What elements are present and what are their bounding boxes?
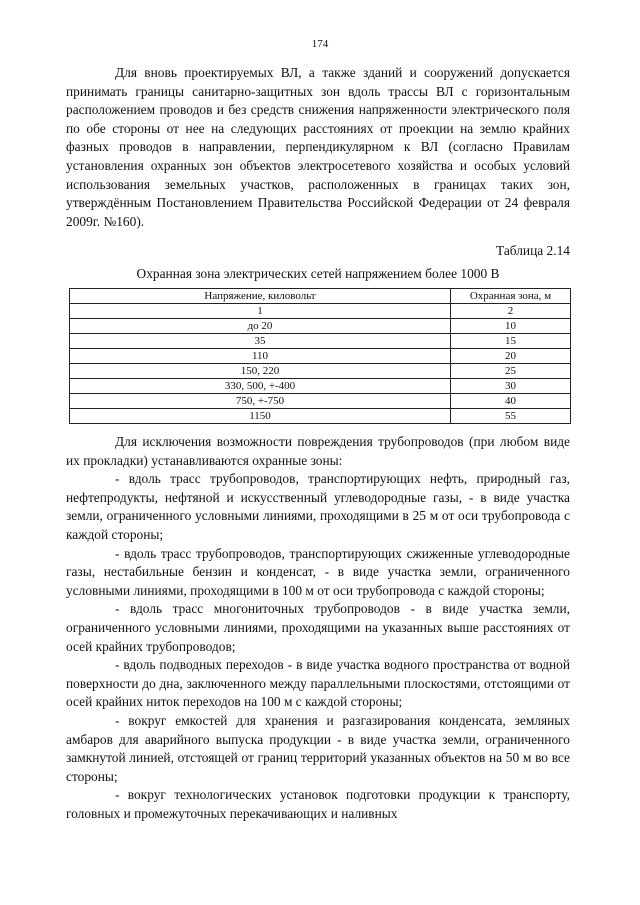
intro-paragraph: Для вновь проектируемых ВЛ, а также зданий и сооружений допускается принимать границы санитарно-защитных зон вдоль трассы ВЛ с горизонтальным расположением проводов и без средств снижения напряженности электрического поля по обе стороны от нее на следующих расстояниях от проекции на землю крайних фазных проводов в направлении, перпендикулярном к ВЛ (согласно Правилам установления охранных зон объектов электросетевого хозяйства и особых условий использования земельных участков, расположенных в границах таких зон, утверждённым Постановлением Правительства Российской Федерации от 24 февраля 2009г. №160).	[66, 65, 570, 229]
table-row	[70, 394, 571, 409]
body-section	[66, 433, 570, 823]
paragraph-multi-line-pipelines: - вдоль трасс многониточных трубопроводов - в виде участка земли, ограниченного условными линиями, проходящими на указанных выше расстояниях от осей крайних трубопроводов;	[66, 601, 570, 654]
paragraph-liquefied-gas-pipelines: - вдоль трасс трубопроводов, транспортирующих сжиженные углеводородные газы, нестабильные бензин и конденсат, - в виде участка земли, ограниченного условными линиями, проходящими в 100 м от оси трубопровода с каждой стороны;	[66, 545, 570, 598]
paragraph-storage-tanks: - вокруг емкостей для хранения и разгазирования конденсата, земляных амбаров для аварийного выпуска продукции - в виде участка земли, ограниченного замкнутой линией, отстоящей от границ территорий указанных объектов на 50 м во все стороны;	[66, 712, 570, 784]
table-row	[70, 379, 571, 394]
header-voltage: Напряжение, киловольт	[70, 289, 451, 304]
cell-voltage: 110	[70, 349, 451, 364]
table-row	[70, 319, 571, 334]
header-zone: Охранная зона, м	[451, 289, 571, 304]
cell-zone: 30	[451, 379, 571, 394]
cell-zone: 55	[451, 409, 571, 424]
cell-voltage: 1150	[70, 409, 451, 424]
cell-zone: 2	[451, 304, 571, 319]
table-title: Охранная зона электрических сетей напряжением более 1000 В	[136, 266, 500, 281]
cell-voltage: 330, 500, +-400	[70, 379, 451, 394]
page-number: 174	[311, 38, 329, 50]
cell-zone: 20	[451, 349, 571, 364]
paragraph-protection-zones: Для исключения возможности повреждения трубопроводов (при любом виде их прокладки) устанавливаются охранные зоны:	[66, 434, 570, 468]
intro-section	[66, 64, 570, 231]
paragraph-technological-installations: - вокруг технологических установок подготовки продукции к транспорту, головных и промежуточных перекачивающих и наливных	[66, 787, 570, 821]
paragraph-oil-gas-pipelines: - вдоль трасс трубопроводов, транспортирующих нефть, природный газ, нефтепродукты, нефтяной и искусственный углеводородные газы, - в виде участка земли, ограниченного условными линиями, проходящими в 25 м от оси трубопровода с каждой стороны;	[66, 471, 570, 542]
table-row	[70, 364, 571, 379]
table-row	[70, 349, 571, 364]
cell-voltage: до 20	[70, 319, 451, 334]
paragraph-underwater-crossings: - вдоль подводных переходов - в виде участка водного пространства от водной поверхности до дна, заключенного между параллельными плоскостями, отстоящими от осей крайних ниток переходов на 100 м с каждой стороны;	[66, 657, 570, 710]
table-row	[70, 334, 571, 349]
table-row	[70, 304, 571, 319]
cell-zone: 40	[451, 394, 571, 409]
cell-voltage: 1	[70, 304, 451, 319]
cell-zone: 10	[451, 319, 571, 334]
table-header-row	[70, 289, 571, 304]
cell-voltage: 35	[70, 334, 451, 349]
cell-zone: 25	[451, 364, 571, 379]
protection-zone-table	[69, 288, 571, 424]
table-label: Таблица 2.14	[495, 243, 570, 258]
cell-zone: 15	[451, 334, 571, 349]
cell-voltage: 150, 220	[70, 364, 451, 379]
cell-voltage: 750, +-750	[70, 394, 451, 409]
table-row	[70, 409, 571, 424]
